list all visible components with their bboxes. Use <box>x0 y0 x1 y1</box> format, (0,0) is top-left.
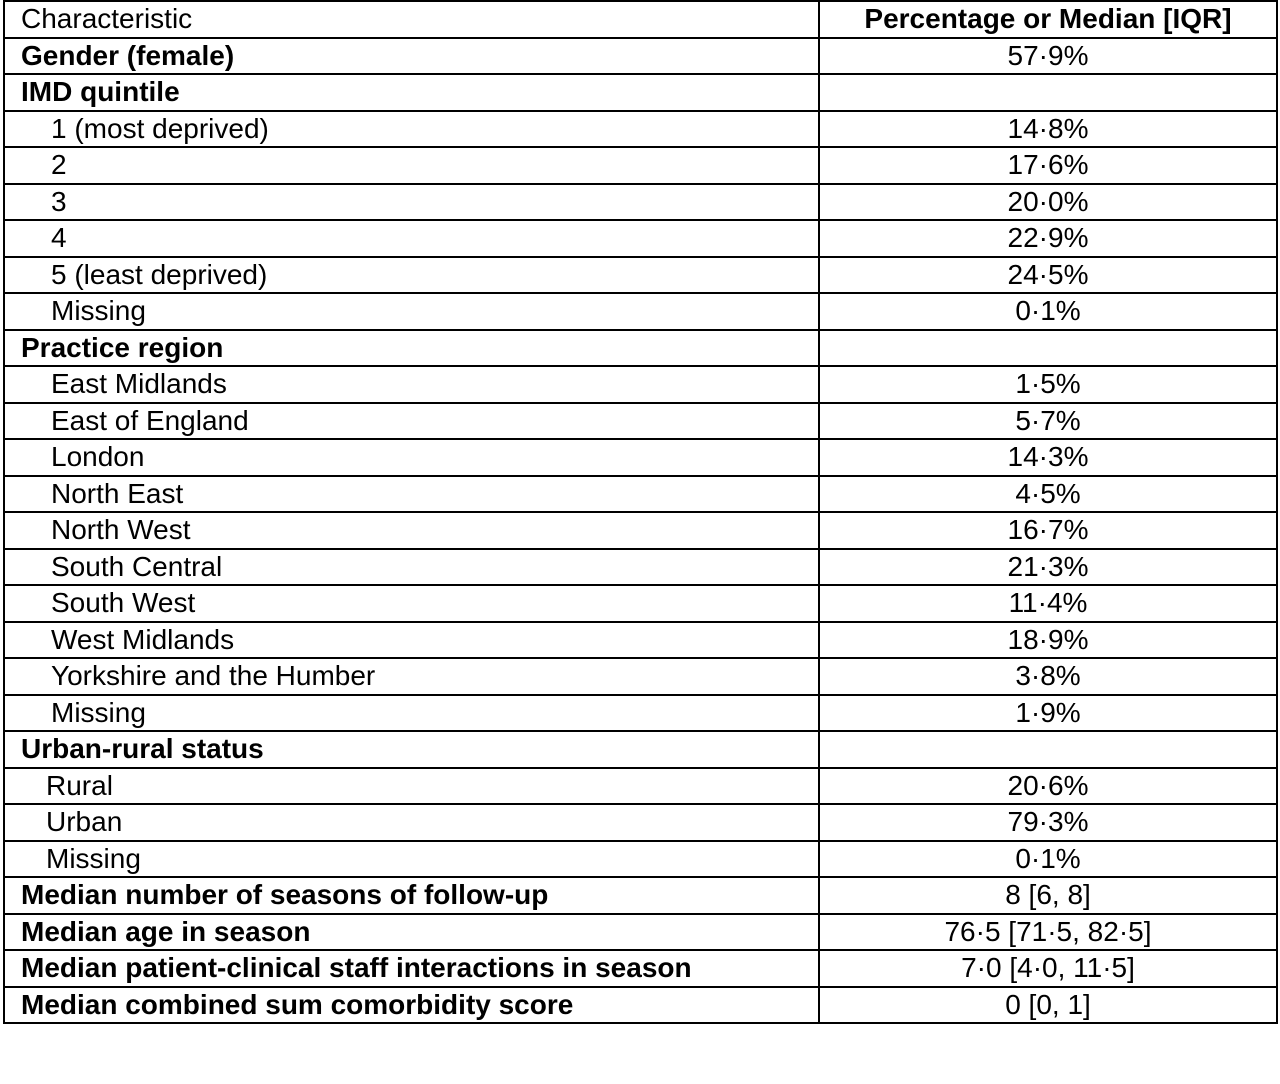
table-row <box>4 804 1277 841</box>
table-row <box>4 293 1277 330</box>
row-label: Urban <box>4 804 819 841</box>
row-value: 4·5% <box>819 476 1277 513</box>
row-value: 16·7% <box>819 512 1277 549</box>
row-value: 1·5% <box>819 366 1277 403</box>
table-row <box>4 38 1277 75</box>
row-value: 14·8% <box>819 111 1277 148</box>
table-row <box>4 403 1277 440</box>
table-body <box>4 38 1277 1024</box>
row-label: West Midlands <box>4 622 819 659</box>
row-label: South West <box>4 585 819 622</box>
row-value <box>819 74 1277 111</box>
row-value: 57·9% <box>819 38 1277 75</box>
row-value: 0·1% <box>819 841 1277 878</box>
row-label: North West <box>4 512 819 549</box>
row-label: Gender (female) <box>4 38 819 75</box>
row-label: Median number of seasons of follow-up <box>4 877 819 914</box>
row-label: South Central <box>4 549 819 586</box>
header-characteristic: Characteristic <box>4 1 819 38</box>
table-row <box>4 914 1277 951</box>
table-row <box>4 512 1277 549</box>
table-row <box>4 585 1277 622</box>
row-label: Rural <box>4 768 819 805</box>
row-label: East Midlands <box>4 366 819 403</box>
row-value: 14·3% <box>819 439 1277 476</box>
row-label: Median age in season <box>4 914 819 951</box>
row-value: 21·3% <box>819 549 1277 586</box>
row-value: 0 [0, 1] <box>819 987 1277 1024</box>
row-label: North East <box>4 476 819 513</box>
table-row <box>4 439 1277 476</box>
row-label: 4 <box>4 220 819 257</box>
table-row <box>4 695 1277 732</box>
row-value: 18·9% <box>819 622 1277 659</box>
characteristics-table <box>3 0 1278 1024</box>
row-label: 3 <box>4 184 819 221</box>
table-row <box>4 330 1277 367</box>
row-label: 5 (least deprived) <box>4 257 819 294</box>
row-value: 22·9% <box>819 220 1277 257</box>
table-row <box>4 658 1277 695</box>
table-row <box>4 147 1277 184</box>
table-row <box>4 74 1277 111</box>
table-row <box>4 731 1277 768</box>
row-label: Median combined sum comorbidity score <box>4 987 819 1024</box>
table-row <box>4 366 1277 403</box>
table-row <box>4 877 1277 914</box>
row-value: 24·5% <box>819 257 1277 294</box>
row-value: 11·4% <box>819 585 1277 622</box>
table-header-row <box>4 1 1277 38</box>
row-label: Missing <box>4 695 819 732</box>
row-value: 20·6% <box>819 768 1277 805</box>
row-value: 8 [6, 8] <box>819 877 1277 914</box>
table-row <box>4 622 1277 659</box>
row-label: Urban-rural status <box>4 731 819 768</box>
row-label: Median patient-clinical staff interactions in season <box>4 950 819 987</box>
row-value: 5·7% <box>819 403 1277 440</box>
table-row <box>4 987 1277 1024</box>
row-value: 3·8% <box>819 658 1277 695</box>
row-value: 76·5 [71·5, 82·5] <box>819 914 1277 951</box>
row-value: 20·0% <box>819 184 1277 221</box>
row-label: East of England <box>4 403 819 440</box>
table-row <box>4 184 1277 221</box>
row-value: 1·9% <box>819 695 1277 732</box>
row-label: 1 (most deprived) <box>4 111 819 148</box>
row-label: IMD quintile <box>4 74 819 111</box>
row-value <box>819 330 1277 367</box>
table-row <box>4 257 1277 294</box>
row-label: London <box>4 439 819 476</box>
header-percentage-or-median: Percentage or Median [IQR] <box>819 1 1277 38</box>
table-row <box>4 841 1277 878</box>
row-label: Practice region <box>4 330 819 367</box>
row-label: Yorkshire and the Humber <box>4 658 819 695</box>
row-label: Missing <box>4 841 819 878</box>
row-value: 79·3% <box>819 804 1277 841</box>
row-value: 0·1% <box>819 293 1277 330</box>
row-value: 7·0 [4·0, 11·5] <box>819 950 1277 987</box>
table-row <box>4 476 1277 513</box>
table-row <box>4 111 1277 148</box>
table-row <box>4 549 1277 586</box>
row-value: 17·6% <box>819 147 1277 184</box>
row-label: Missing <box>4 293 819 330</box>
table-row <box>4 768 1277 805</box>
table-row <box>4 220 1277 257</box>
row-label: 2 <box>4 147 819 184</box>
table-row <box>4 950 1277 987</box>
row-value <box>819 731 1277 768</box>
